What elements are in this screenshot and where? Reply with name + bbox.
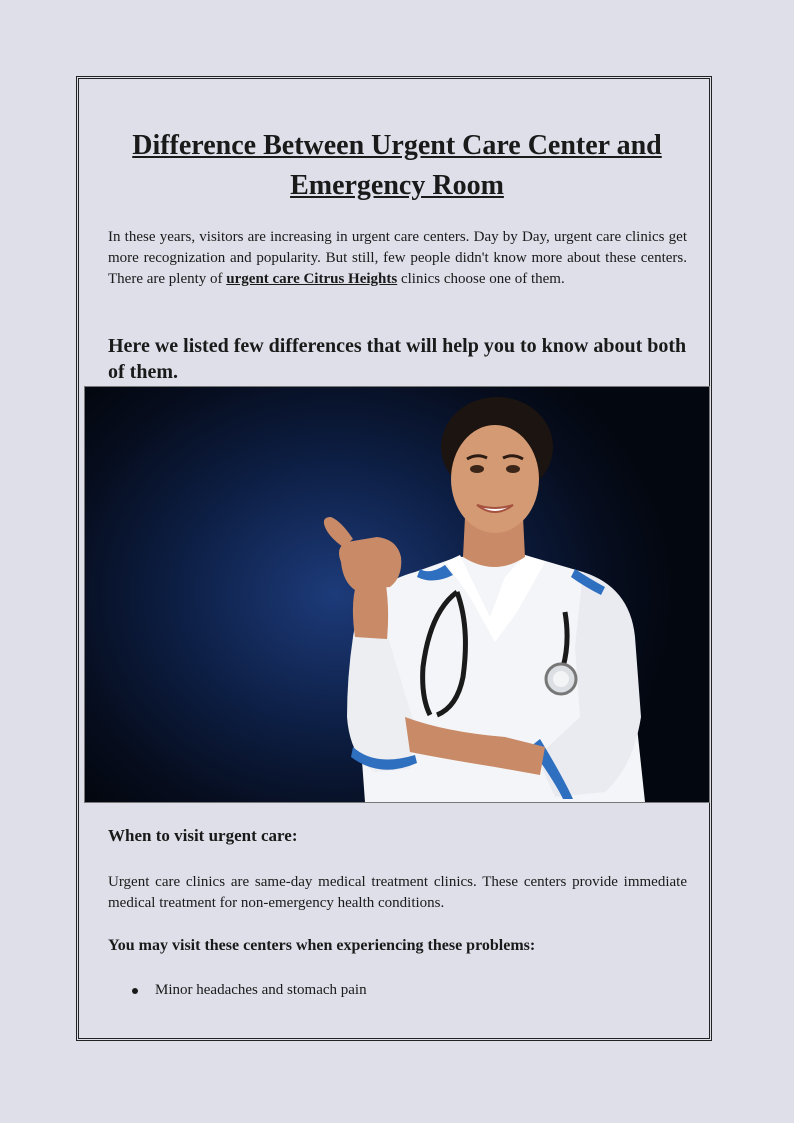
problems-list <box>108 980 367 1001</box>
bullet-icon <box>132 988 138 994</box>
urgent-care-citrus-heights-link[interactable]: urgent care Citrus Heights <box>226 271 398 287</box>
section-heading: Here we listed few differences that will help you to know about both of them. <box>108 335 687 383</box>
doctor-illustration <box>85 387 709 802</box>
intro-paragraph <box>108 227 687 290</box>
urgent-care-heading: When to visit urgent care: <box>108 826 298 845</box>
urgent-care-paragraph: Urgent care clinics are same-day medical treatment clinics. These centers provide immediate medical treatment for non-emergency health conditions. <box>108 874 687 911</box>
problems-heading: You may visit these centers when experiencing these problems: <box>108 937 536 954</box>
list-item <box>108 980 367 1001</box>
document-title: Difference Between Urgent Care Center and Emergency Room <box>132 130 662 201</box>
list-item-text: Minor headaches and stomach pain <box>155 982 367 998</box>
intro-text-start: In these years, visitors are increasing in urgent care centers. Day by Day, urgent care clinics get more recognization and popularity. But still, few people didn't know more about these centers. There are plenty of <box>108 229 687 287</box>
intro-text-end: clinics choose one of them. <box>397 271 565 287</box>
doctor-photo <box>84 386 710 803</box>
